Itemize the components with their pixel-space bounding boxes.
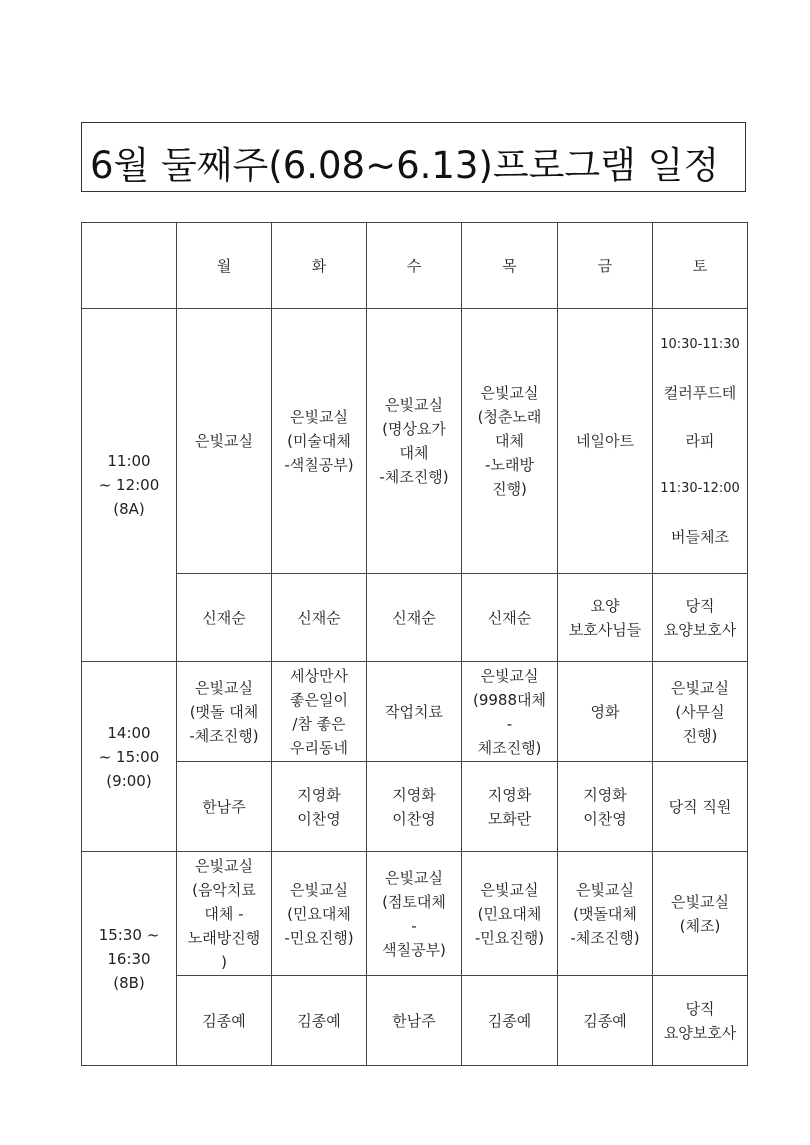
program-cell: 은빛교실 (맷돌대체 -체조진행) (558, 852, 653, 976)
staff-cell: 지영화 모화란 (462, 762, 558, 852)
staff-cell: 김종예 (272, 976, 367, 1066)
staff-row-1 (82, 574, 748, 662)
program-cell: 은빛교실 (177, 309, 272, 574)
day-header-wed: 수 (367, 223, 462, 309)
staff-cell: 김종예 (558, 976, 653, 1066)
program-cell: 은빛교실 (맷돌 대체 -체조진행) (177, 662, 272, 762)
staff-cell: 신재순 (462, 574, 558, 662)
time-cell-1: 11:00 ~ 12:00 (8A) (82, 309, 177, 662)
staff-cell: 한남주 (367, 976, 462, 1066)
staff-cell: 신재순 (272, 574, 367, 662)
program-cell: 세상만사 좋은일이 /참 좋은 우리동네 (272, 662, 367, 762)
program-cell: 은빛교실 (명상요가 대체 -체조진행) (367, 309, 462, 574)
program-cell: 은빛교실 (민요대체 -민요진행) (462, 852, 558, 976)
sat-line: 컬러푸드테 (663, 384, 737, 402)
staff-cell: 요양 보호사님들 (558, 574, 653, 662)
day-header-tue: 화 (272, 223, 367, 309)
program-row-3 (82, 852, 748, 976)
page-title: 6월 둘째주(6.08~6.13)프로그램 일정 (90, 144, 720, 187)
sat-line: 버들체조 (671, 528, 729, 546)
program-cell: 네일아트 (558, 309, 653, 574)
staff-cell: 김종예 (462, 976, 558, 1066)
program-cell: 은빛교실 (체조) (653, 852, 748, 976)
staff-cell: 신재순 (367, 574, 462, 662)
staff-cell: 지영화 이찬영 (367, 762, 462, 852)
day-header-thu: 목 (462, 223, 558, 309)
staff-cell: 지영화 이찬영 (272, 762, 367, 852)
day-header-sat: 토 (653, 223, 748, 309)
program-cell: 은빛교실 (미술대체 -색칠공부) (272, 309, 367, 574)
program-cell: 작업치료 (367, 662, 462, 762)
title-box (81, 122, 746, 192)
corner-cell (82, 223, 177, 309)
program-cell: 은빛교실 (청춘노래 대체 -노래방 진행) (462, 309, 558, 574)
program-cell: 영화 (558, 662, 653, 762)
staff-row-3 (82, 976, 748, 1066)
staff-cell: 당직 요양보호사 (653, 574, 748, 662)
staff-cell: 지영화 이찬영 (558, 762, 653, 852)
schedule-table (81, 222, 748, 1066)
staff-cell: 김종예 (177, 976, 272, 1066)
staff-cell: 당직 직원 (653, 762, 748, 852)
staff-cell: 당직 요양보호사 (653, 976, 748, 1066)
program-row-1 (82, 309, 748, 574)
sat-line: 10:30-11:30 (660, 337, 740, 352)
day-header-fri: 금 (558, 223, 653, 309)
program-cell: 은빛교실 (사무실 진행) (653, 662, 748, 762)
program-cell-sat (653, 309, 748, 574)
program-row-2 (82, 662, 748, 762)
header-row (82, 223, 748, 309)
sat-line: 라피 (685, 432, 715, 450)
staff-cell: 한남주 (177, 762, 272, 852)
time-cell-2: 14:00 ~ 15:00 (9:00) (82, 662, 177, 852)
sat-line: 11:30-12:00 (660, 481, 740, 496)
staff-cell: 신재순 (177, 574, 272, 662)
program-cell: 은빛교실 (9988대체 - 체조진행) (462, 662, 558, 762)
time-cell-3: 15:30 ~ 16:30 (8B) (82, 852, 177, 1066)
staff-row-2 (82, 762, 748, 852)
day-header-mon: 월 (177, 223, 272, 309)
program-cell: 은빛교실 (민요대체 -민요진행) (272, 852, 367, 976)
program-cell: 은빛교실 (음악치료 대체 - 노래방진행 ) (177, 852, 272, 976)
program-cell: 은빛교실 (점토대체 - 색칠공부) (367, 852, 462, 976)
